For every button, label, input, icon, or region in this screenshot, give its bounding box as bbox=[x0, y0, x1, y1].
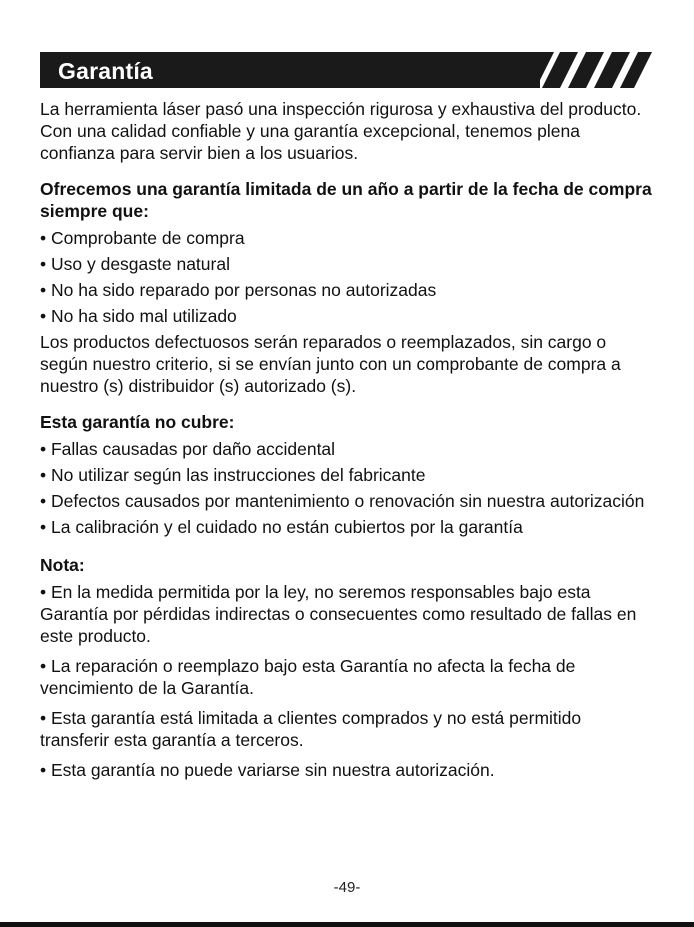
list-item: • Defectos causados por mantenimiento o renovación sin nuestra autorización bbox=[40, 491, 645, 511]
list-item: • No ha sido reparado por personas no autorizadas bbox=[40, 280, 437, 300]
list-item: • No ha sido mal utilizado bbox=[40, 306, 237, 326]
excluded-list bbox=[40, 438, 652, 538]
note-heading: Nota: bbox=[40, 555, 85, 575]
excluded-heading: Esta garantía no cubre: bbox=[40, 412, 235, 432]
list-item: • Esta garantía no puede variarse sin nuestra autorización. bbox=[40, 760, 495, 780]
bottom-border bbox=[0, 922, 694, 927]
list-item: • Fallas causadas por daño accidental bbox=[40, 439, 336, 459]
list-item: • Esta garantía está limitada a clientes comprados y no está permitido transferir esta garantía a terceros. bbox=[40, 708, 582, 750]
note-list bbox=[40, 581, 652, 781]
offer-closing-paragraph: Los productos defectuosos serán reparados o reemplazados, sin cargo o según nuestro criterio, si se envían junto con un comprobante de compra a nuestro (s) distribuidor (s) autorizado (s). bbox=[40, 332, 621, 396]
document-page bbox=[40, 52, 652, 789]
page-title: Garantía bbox=[58, 58, 153, 84]
page-number: -49- bbox=[333, 879, 361, 896]
section-header bbox=[40, 52, 652, 90]
list-item: • En la medida permitida por la ley, no seremos responsables bajo esta Garantía por pérdidas indirectas o consecuentes como resultado de fallas en este producto. bbox=[40, 582, 637, 646]
list-item: • No utilizar según las instrucciones del fabricante bbox=[40, 465, 426, 485]
offer-list bbox=[40, 227, 652, 327]
list-item: • Comprobante de compra bbox=[40, 228, 245, 248]
intro-paragraph: La herramienta láser pasó una inspección rigurosa y exhaustiva del producto. Con una calidad confiable y una garantía excepcional, tenemos plena confianza para servir bien a los usuarios. bbox=[40, 99, 642, 163]
list-item: • Uso y desgaste natural bbox=[40, 254, 230, 274]
list-item: • La calibración y el cuidado no están cubiertos por la garantía bbox=[40, 517, 523, 537]
offer-heading: Ofrecemos una garantía limitada de un año a partir de la fecha de compra siempre que: bbox=[40, 179, 652, 221]
list-item: • La reparación o reemplazo bajo esta Garantía no afecta la fecha de vencimiento de la Garantía. bbox=[40, 656, 576, 698]
